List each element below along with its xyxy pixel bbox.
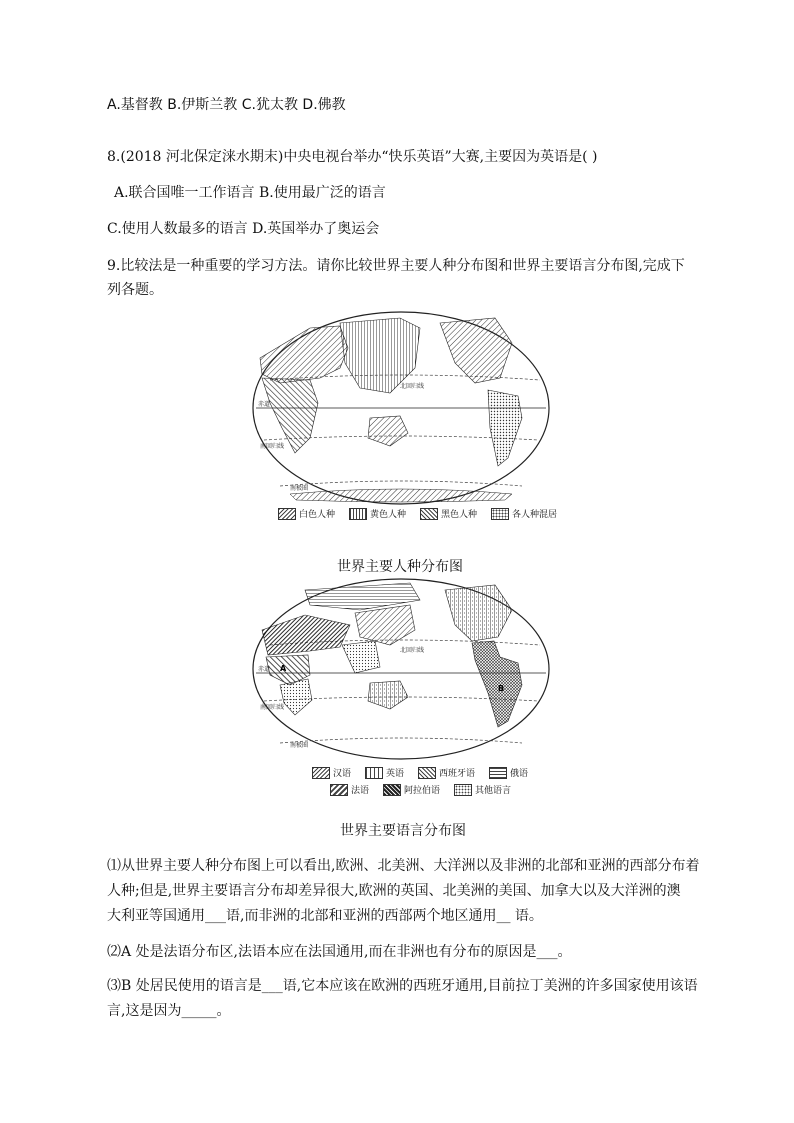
map1-antarctic-label: 南极圈 [290, 485, 309, 492]
legend-swatch-fr [330, 784, 348, 796]
q9-sub1-line3: 大利亚等国通用___语,而非洲的北部和亚洲的西部两个地区通用__ 语。 [107, 908, 543, 924]
map2-legend-es [418, 766, 475, 779]
map1-equator-label: 赤道 [258, 401, 271, 408]
legend-label-black: 黑色人种 [441, 510, 478, 520]
q7-options: A.基督教 B.伊斯兰教 C.犹太教 D.佛教 [107, 97, 346, 113]
map1-legend [278, 507, 557, 520]
map1-legend-yellow [349, 507, 406, 520]
race-distribution-map [250, 308, 552, 508]
legend-label-fr: 法语 [351, 786, 370, 796]
q9-stem-line2: 列各题。 [107, 282, 163, 298]
map2-antarctic-label: 南极圈 [290, 742, 309, 749]
map1-legend-mixed [491, 507, 557, 520]
q8-stem: 8.(2018 河北保定涞水期末)中央电视台举办“快乐英语”大赛,主要因为英语是( ) [107, 149, 598, 165]
legend-swatch-mixed [491, 508, 509, 520]
map1-tropic-capricorn-label: 南回归线 [260, 443, 285, 450]
language-distribution-map [250, 575, 552, 763]
q9-sub1-line2: 人种;但是,世界主要语言分布却差异很大,欧洲的英国、北美洲的美国、加拿大以及大洋洲的澳 [107, 883, 681, 899]
legend-swatch-white [278, 508, 296, 520]
map2-tropic-capricorn-label: 南回归线 [260, 704, 285, 711]
q9-sub2: ⑵A 处是法语分布区,法语本应在法国通用,而在非洲也有分布的原因是___。 [107, 944, 572, 960]
map1-caption: 世界主要人种分布图 [337, 559, 463, 575]
map2-legend-han [312, 766, 351, 779]
map2-caption: 世界主要语言分布图 [340, 823, 466, 839]
legend-label-other: 其他语言 [475, 786, 512, 796]
q8-options-line1: A.联合国唯一工作语言 B.使用最广泛的语言 [114, 185, 386, 201]
legend-swatch-other [454, 784, 472, 796]
map2-legend-fr [330, 783, 369, 796]
map2-legend-other [454, 783, 511, 796]
legend-swatch-black [420, 508, 438, 520]
map2-tropic-cancer-label: 北回归线 [400, 647, 425, 654]
map2-legend-ru [489, 766, 528, 779]
legend-swatch-es [418, 767, 436, 779]
q9-sub1-line1: ⑴从世界主要人种分布图上可以看出,欧洲、北美洲、大洋洲以及非洲的北部和亚洲的西部分布着 [107, 858, 700, 874]
legend-label-es: 西班牙语 [439, 769, 476, 779]
legend-swatch-en [365, 767, 383, 779]
map2-label-a: A [280, 664, 287, 673]
legend-label-en: 英语 [386, 769, 405, 779]
map1-tropic-cancer-label: 北回归线 [400, 383, 425, 390]
legend-swatch-yellow [349, 508, 367, 520]
map1-antarctica-region [290, 489, 512, 502]
legend-label-yellow: 黄色人种 [370, 510, 407, 520]
map2-legend-en [365, 766, 404, 779]
map2-equator-label: 赤道 [258, 666, 271, 673]
map1-legend-black [420, 507, 477, 520]
q8-options-line2: C.使用人数最多的语言 D.英国举办了奥运会 [107, 221, 380, 237]
legend-label-han: 汉语 [333, 769, 352, 779]
legend-label-ar: 阿拉伯语 [404, 786, 441, 796]
legend-label-mixed: 各人种混居 [512, 510, 558, 520]
map2-label-b: B [498, 684, 505, 693]
q9-sub3-line2: 言,这是因为_____。 [107, 1003, 231, 1019]
legend-label-ru: 俄语 [510, 769, 529, 779]
legend-swatch-ar [383, 784, 401, 796]
q9-stem-line1: 9.比较法是一种重要的学习方法。请你比较世界主要人种分布图和世界主要语言分布图,完成下 [107, 258, 685, 274]
map2-legend-row1 [312, 766, 528, 779]
map1-legend-white [278, 507, 335, 520]
legend-swatch-han [312, 767, 330, 779]
legend-label-white: 白色人种 [299, 510, 336, 520]
legend-swatch-ru [489, 767, 507, 779]
map2-legend-row2 [330, 783, 511, 796]
q9-sub3-line1: ⑶B 处居民使用的语言是___语,它本应该在欧洲的西班牙通用,目前拉丁美洲的许多国家使用该语 [107, 978, 698, 994]
map2-legend-ar [383, 783, 440, 796]
